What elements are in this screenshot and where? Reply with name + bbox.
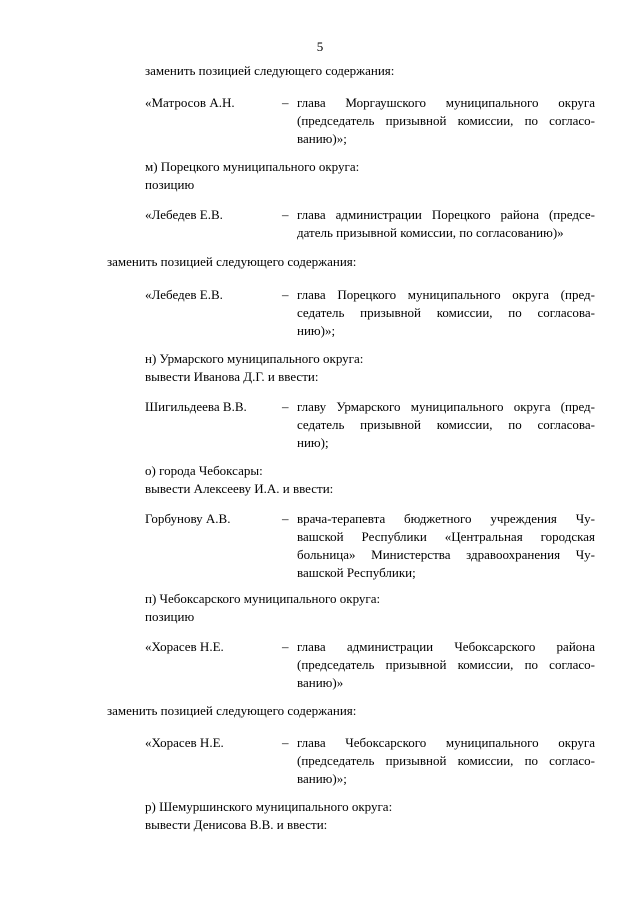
- entry-description-line: седатель призывной комиссии, по согласова-: [297, 417, 595, 432]
- entry-description-line: седатель призывной комиссии, по согласова-: [297, 305, 595, 320]
- entry-description-line: вашской Республики «Центральная городская: [297, 529, 595, 544]
- entry-dash: –: [282, 95, 289, 110]
- entry-description-line: ванию)»;: [297, 131, 347, 146]
- entry-name: «Хорасев Н.Е.: [145, 639, 224, 654]
- entry-name: «Матросов А.Н.: [145, 95, 235, 110]
- entry-description: [297, 286, 595, 340]
- paragraph-replace-with: заменить позицией следующего содержания:: [107, 703, 357, 718]
- entry-description-line: глава Моргаушского муниципального округа: [297, 95, 595, 110]
- paragraph-position: позицию: [145, 177, 195, 192]
- entry-name: «Лебедев Е.В.: [145, 287, 223, 302]
- entry-description-line: ванию)»;: [297, 771, 347, 786]
- paragraph-remove-and-add: вывести Иванова Д.Г. и ввести:: [145, 369, 319, 384]
- entry-dash: –: [282, 287, 289, 302]
- entry-description-line: глава Порецкого муниципального округа (пред-: [297, 287, 595, 302]
- entry-description-line: больница» Министерства здравоохранения Чу-: [297, 547, 595, 562]
- section-heading-shemurshinsky: р) Шемуршинского муниципального округа:: [145, 799, 393, 814]
- entry-description: [297, 638, 595, 692]
- paragraph-remove-and-add: вывести Алексееву И.А. и ввести:: [145, 481, 334, 496]
- entry-description-line: датель призывной комиссии, по согласованию)»: [297, 225, 564, 240]
- entry-description-line: врача-терапевта бюджетного учреждения Чу-: [297, 511, 595, 526]
- section-heading-urmarsky: н) Урмарского муниципального округа:: [145, 351, 364, 366]
- entry-dash: –: [282, 399, 289, 414]
- entry-description-line: нию)»;: [297, 323, 336, 338]
- entry-description: [297, 206, 595, 242]
- entry-description-line: глава Чебоксарского муниципального округа: [297, 735, 595, 750]
- section-heading-poretsky: м) Порецкого муниципального округа:: [145, 159, 360, 174]
- paragraph-position: позицию: [145, 609, 195, 624]
- entry-description: [297, 510, 595, 582]
- entry-description: [297, 398, 595, 452]
- entry-dash: –: [282, 735, 289, 750]
- entry-description-line: главу Урмарского муниципального округа (пред-: [297, 399, 595, 414]
- entry-description-line: глава администрации Чебоксарского района: [297, 639, 595, 654]
- entry-description-line: (председатель призывной комиссии, по согласо-: [297, 657, 595, 672]
- section-heading-cheboksary-district: п) Чебоксарского муниципального округа:: [145, 591, 381, 606]
- entry-description-line: глава администрации Порецкого района (предсе-: [297, 207, 595, 222]
- entry-dash: –: [282, 511, 289, 526]
- entry-name: Горбунову А.В.: [145, 511, 231, 526]
- entry-description-line: вашской Республики;: [297, 565, 416, 580]
- paragraph-remove-and-add: вывести Денисова В.В. и ввести:: [145, 817, 328, 832]
- entry-name: «Хорасев Н.Е.: [145, 735, 224, 750]
- entry-description: [297, 94, 595, 148]
- page-number: 5: [316, 39, 324, 54]
- entry-description: [297, 734, 595, 788]
- entry-dash: –: [282, 207, 289, 222]
- paragraph-replace-with: заменить позицией следующего содержания:: [107, 254, 357, 269]
- entry-description-line: нию);: [297, 435, 329, 450]
- entry-dash: –: [282, 639, 289, 654]
- entry-name: Шигильдеева В.В.: [145, 399, 247, 414]
- section-heading-cheboksary-city: о) города Чебоксары:: [145, 463, 263, 478]
- paragraph-replace-with: заменить позицией следующего содержания:: [145, 63, 395, 78]
- entry-description-line: (председатель призывной комиссии, по согласо-: [297, 113, 595, 128]
- entry-description-line: (председатель призывной комиссии, по согласо-: [297, 753, 595, 768]
- entry-name: «Лебедев Е.В.: [145, 207, 223, 222]
- entry-description-line: ванию)»: [297, 675, 344, 690]
